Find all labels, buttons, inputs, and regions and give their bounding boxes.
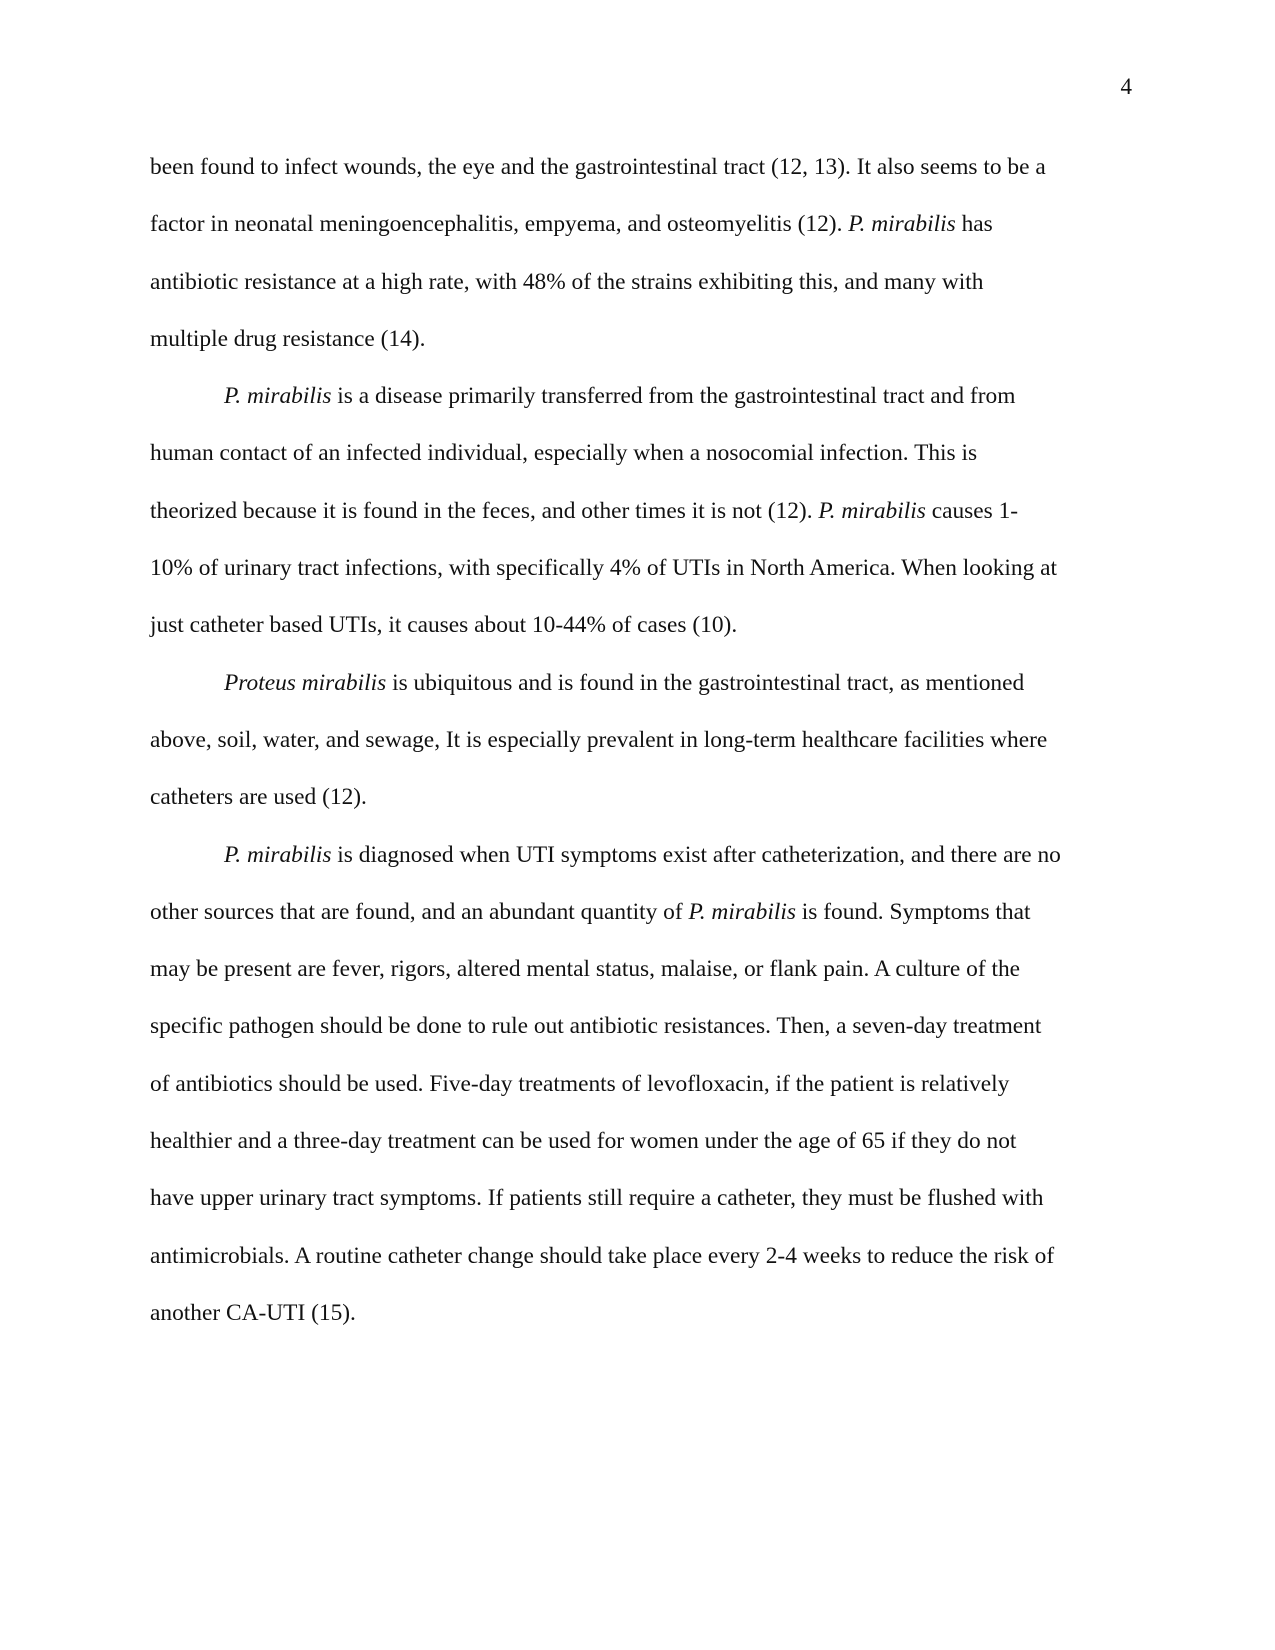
- text-line: [150, 998, 1135, 1055]
- text-run: may be present are fever, rigors, altered mental status, malaise, or flank pain. A culture of the: [150, 956, 1021, 983]
- text-line: [150, 769, 1135, 826]
- text-line: [150, 196, 1135, 253]
- text-run: is diagnosed when UTI symptoms exist after catheterization, and there are no: [331, 841, 1061, 868]
- text-line: [150, 712, 1135, 769]
- italic-species-name: P. mirabilis: [224, 841, 332, 868]
- text-run: have upper urinary tract symptoms. If patients still require a catheter, they must be flushed with: [150, 1185, 1044, 1212]
- text-line: [150, 1228, 1135, 1285]
- text-line: [150, 254, 1135, 311]
- text-line: [150, 425, 1135, 482]
- text-run: above, soil, water, and sewage, It is especially prevalent in long-term healthcare facilities where: [150, 726, 1048, 753]
- page-number: 4: [1120, 74, 1132, 99]
- text-line: [150, 1170, 1135, 1227]
- text-run: multiple drug resistance (14).: [150, 325, 426, 352]
- italic-species-name: Proteus mirabilis: [224, 669, 387, 696]
- text-run: other sources that are found, and an abundant quantity of: [150, 898, 689, 925]
- text-line: [150, 1285, 1135, 1342]
- body-text: [150, 139, 1135, 1342]
- text-line: [150, 655, 1135, 712]
- text-run: been found to infect wounds, the eye and the gastrointestinal tract (12, 13). It also seems to be a: [150, 154, 1046, 180]
- text-run: just catheter based UTIs, it causes about 10-44% of cases (10).: [150, 612, 738, 639]
- text-line: [150, 884, 1135, 941]
- text-run: healthier and a three-day treatment can be used for women under the age of 65 if they do not: [150, 1128, 1017, 1155]
- text-line: [150, 1056, 1135, 1113]
- text-run: catheters are used (12).: [150, 784, 367, 811]
- text-run: another CA-UTI (15).: [150, 1299, 356, 1326]
- text-run: human contact of an infected individual, especially when a nosocomial infection. This is: [150, 440, 978, 467]
- italic-species-name: P. mirabilis: [818, 497, 926, 524]
- text-run: antibiotic resistance at a high rate, with 48% of the strains exhibiting this, and many with: [150, 268, 984, 295]
- text-line: [150, 368, 1135, 425]
- text-run: is found. Symptoms that: [795, 898, 1031, 925]
- paragraph: [150, 368, 1135, 654]
- paragraph: [150, 139, 1135, 368]
- italic-species-name: P. mirabilis: [688, 898, 796, 925]
- text-line: [150, 941, 1135, 998]
- text-line: [150, 311, 1135, 368]
- text-run: factor in neonatal meningoencephalitis, empyema, and osteomyelitis (12).: [150, 211, 849, 238]
- text-run: antimicrobials. A routine catheter change should take place every 2-4 weeks to reduce the risk of: [150, 1242, 1055, 1269]
- italic-species-name: P. mirabilis: [224, 383, 332, 410]
- text-run: theorized because it is found in the feces, and other times it is not (12).: [150, 497, 819, 524]
- text-line: [150, 540, 1135, 597]
- paragraph: [150, 655, 1135, 827]
- text-line: [150, 1113, 1135, 1170]
- text-run: has: [955, 211, 993, 238]
- text-line: [150, 483, 1135, 540]
- italic-species-name: P. mirabilis: [848, 211, 956, 238]
- text-run: is ubiquitous and is found in the gastrointestinal tract, as mentioned: [386, 669, 1025, 696]
- text-line: [150, 827, 1135, 884]
- paragraph: [150, 827, 1135, 1343]
- text-line: [150, 597, 1135, 654]
- text-line: [150, 139, 1135, 196]
- text-run: 10% of urinary tract infections, with specifically 4% of UTIs in North America. When looking at: [150, 555, 1058, 582]
- text-run: specific pathogen should be done to rule out antibiotic resistances. Then, a seven-day treatment: [150, 1013, 1042, 1040]
- text-run: causes 1-: [925, 497, 1019, 524]
- text-run: is a disease primarily transferred from the gastrointestinal tract and from: [331, 383, 1016, 410]
- text-run: of antibiotics should be used. Five-day treatments of levofloxacin, if the patient is relatively: [150, 1070, 1010, 1097]
